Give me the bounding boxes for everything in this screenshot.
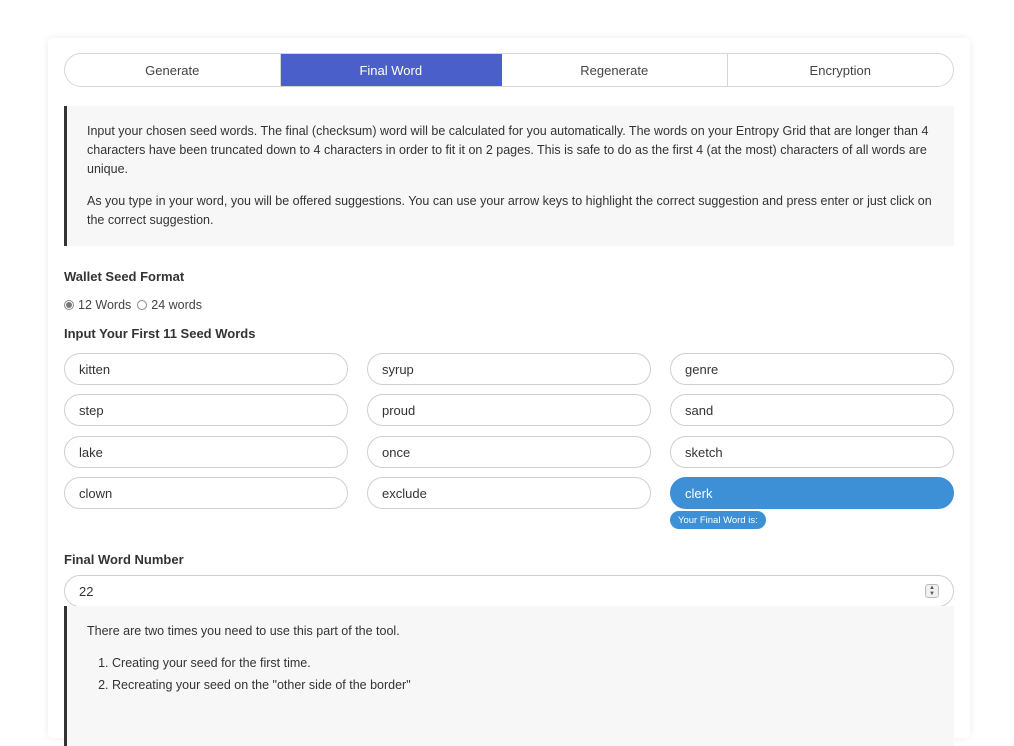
- tab-encryption[interactable]: Encryption: [809, 62, 871, 78]
- radio-12-words-label: 12 Words: [78, 298, 132, 312]
- final-word-card: [48, 38, 970, 738]
- radio-24-words-indicator[interactable]: [137, 300, 147, 310]
- final-word-number-value: 22: [79, 583, 94, 599]
- seed-words-heading: Input Your First 11 Seed Words: [64, 326, 256, 341]
- radio-12-words-indicator[interactable]: [64, 300, 74, 310]
- usage-item-2: 2. Recreating your seed on the "other side of the border": [112, 676, 934, 695]
- seed-word-input-5[interactable]: proud: [367, 394, 651, 426]
- radio-12-words[interactable]: [64, 298, 131, 312]
- tab-generate[interactable]: Generate: [65, 54, 281, 86]
- number-spinner-icon[interactable]: ▲ ▼: [925, 584, 939, 598]
- seed-word-input-4[interactable]: step: [64, 394, 348, 426]
- usage-notice: [64, 606, 954, 746]
- seed-format-radio-group: [64, 298, 208, 312]
- tab-bar: [64, 53, 954, 87]
- wallet-seed-format-heading: Wallet Seed Format: [64, 269, 185, 284]
- usage-list: [87, 654, 934, 695]
- radio-24-words[interactable]: [137, 298, 202, 312]
- tab-regenerate[interactable]: Regenerate: [502, 54, 728, 86]
- seed-word-input-9[interactable]: sketch: [670, 436, 954, 468]
- instructions-paragraph-2: As you type in your word, you will be offered suggestions. You can use your arrow keys to highlight the correct suggestion and press enter or just click on the correct suggestion.: [87, 194, 932, 227]
- usage-item-1: 1. Creating your seed for the first time.: [112, 654, 934, 673]
- seed-word-input-10[interactable]: clown: [64, 477, 348, 509]
- radio-24-words-label: 24 words: [151, 298, 202, 312]
- seed-word-input-3[interactable]: genre: [670, 353, 954, 385]
- usage-intro: There are two times you need to use this part of the tool.: [87, 624, 400, 638]
- seed-word-input-7[interactable]: lake: [64, 436, 348, 468]
- seed-word-input-11[interactable]: exclude: [367, 477, 651, 509]
- instructions-notice: [64, 106, 954, 246]
- final-word-tooltip: Your Final Word is:: [670, 511, 766, 529]
- final-word-number-input[interactable]: [64, 575, 954, 607]
- final-word-output: clerk: [670, 477, 954, 509]
- seed-word-input-2[interactable]: syrup: [367, 353, 651, 385]
- seed-word-input-6[interactable]: sand: [670, 394, 954, 426]
- final-word-number-heading: Final Word Number: [64, 552, 184, 567]
- seed-word-input-1[interactable]: kitten: [64, 353, 348, 385]
- tab-final-word[interactable]: Final Word: [281, 54, 503, 86]
- seed-word-input-8[interactable]: once: [367, 436, 651, 468]
- instructions-paragraph-1: Input your chosen seed words. The final (checksum) word will be calculated for you automatically. The words on your Entropy Grid that are longer than 4 characters have been truncated down to 4 characters in order to fit it on 2 pages. This is safe to do as the first 4 (at the most) characters of all words are unique.: [87, 124, 929, 176]
